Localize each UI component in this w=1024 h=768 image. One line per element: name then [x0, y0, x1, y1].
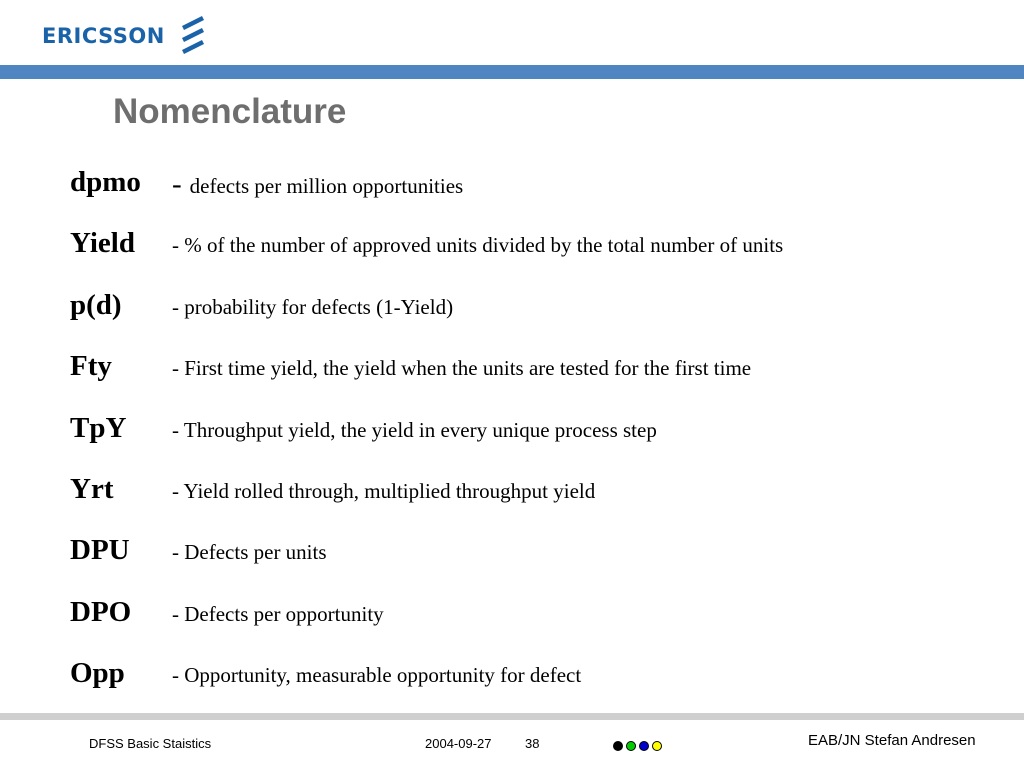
list-item — [0, 350, 1024, 390]
dot-icon — [626, 741, 636, 751]
definition-text: defects per million opportunities — [189, 174, 464, 198]
dot-icon — [613, 741, 623, 751]
slide-title: Nomenclature — [113, 92, 347, 131]
definition: - First time yield, the yield when the units are tested for the first time — [172, 356, 752, 380]
definition: - Defects per opportunity — [172, 602, 384, 626]
definition: - probability for defects (1-Yield) — [172, 295, 454, 319]
footer-page-number: 38 — [525, 736, 540, 751]
definition-dash: - — [172, 168, 182, 200]
list-item — [0, 534, 1024, 574]
term: DPU — [70, 534, 130, 566]
definition: - % of the number of approved units divided by the total number of units — [172, 233, 784, 257]
dot-icon — [639, 741, 649, 751]
list-item — [0, 412, 1024, 452]
footer-date: 2004-09-27 — [425, 736, 492, 751]
term: dpmo — [70, 166, 141, 198]
definition — [172, 168, 463, 201]
definition: - Yield rolled through, multiplied throughput yield — [172, 479, 596, 503]
list-item — [0, 596, 1024, 636]
header-bar — [0, 65, 1024, 79]
ericsson-logo-icon — [178, 16, 208, 54]
term: Yield — [70, 227, 135, 259]
list-item — [0, 227, 1024, 267]
term: Fty — [70, 350, 112, 382]
status-dots — [613, 737, 665, 755]
definition: - Throughput yield, the yield in every unique process step — [172, 418, 657, 442]
term: DPO — [70, 596, 132, 628]
definition: - Opportunity, measurable opportunity for defect — [172, 663, 582, 687]
definition: - Defects per units — [172, 540, 327, 564]
term: p(d) — [70, 289, 122, 321]
list-item — [0, 289, 1024, 329]
term: Opp — [70, 657, 125, 689]
footer-author: EAB/JN Stefan Andresen — [808, 732, 976, 749]
list-item — [0, 166, 1024, 206]
footer-course: DFSS Basic Staistics — [89, 736, 212, 751]
footer-bar — [0, 713, 1024, 720]
dot-icon — [652, 741, 662, 751]
list-item — [0, 657, 1024, 697]
list-item — [0, 473, 1024, 513]
term: TpY — [70, 412, 127, 444]
logo-text: ERICSSON — [42, 24, 165, 48]
term: Yrt — [70, 473, 114, 505]
